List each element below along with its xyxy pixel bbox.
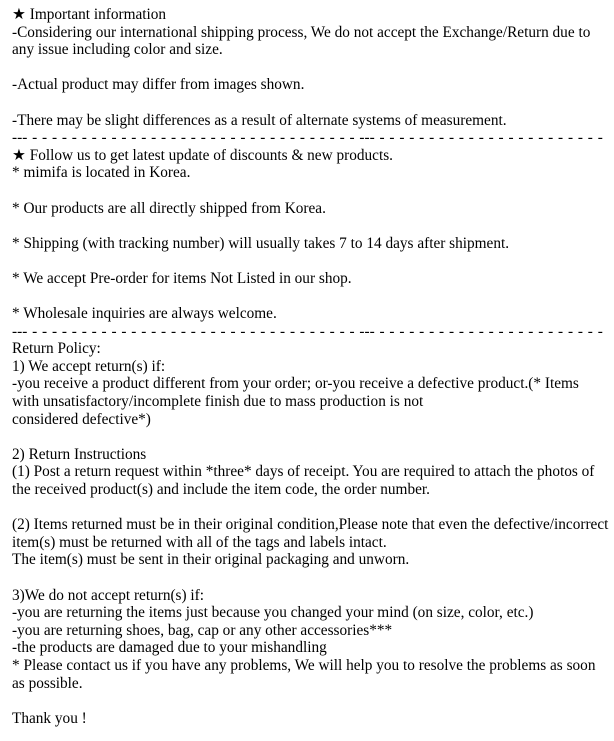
- dashed-divider: --- - - - - - - - - - - - - - - - - - - - - - - - - - - - - - - - - - --- - - - - - - - - - - - - - - - - - - - - - - -: [12, 129, 603, 147]
- text-line: * mimifa is located in Korea.: [12, 164, 191, 182]
- text-line: the received product(s) and include the item code, the order number.: [12, 481, 430, 499]
- text-line: 1) We accept return(s) if:: [12, 357, 166, 375]
- text-line: The item(s) must be sent in their original packaging and unworn.: [12, 551, 410, 569]
- text-line: as possible.: [12, 674, 83, 692]
- text-line: -you receive a product different from your order; or-you receive a defective product.(* Items: [12, 375, 579, 393]
- follow-us-heading-label: Follow us to get latest update of discounts & new products.: [29, 146, 393, 164]
- text-line: considered defective*): [12, 410, 151, 428]
- blank-line: [12, 94, 614, 112]
- section-important-information: [12, 6, 614, 129]
- section-return-policy: [12, 340, 614, 727]
- text-line: * Please contact us if you have any problems, We will help you to resolve the problems as soon: [12, 656, 596, 674]
- text-line: item(s) must be returned with all of the tags and labels intact.: [12, 533, 387, 551]
- text-line: -you are returning shoes, bag, cap or any other accessories***: [12, 621, 393, 639]
- text-line: * Our products are all directly shipped from Korea.: [12, 199, 326, 217]
- blank-line: [12, 692, 614, 710]
- follow-us-heading: [12, 147, 614, 165]
- section-shop-info: [12, 147, 614, 323]
- blank-line: [12, 569, 614, 587]
- text-line: with unsatisfactory/incomplete finish due to mass production is not: [12, 393, 424, 411]
- star-icon: ★: [12, 6, 26, 23]
- text-line: -Actual product may differ from images shown.: [12, 76, 305, 94]
- blank-line: [12, 182, 614, 200]
- text-line: -There may be slight differences as a result of alternate systems of measurement.: [12, 111, 507, 129]
- blank-line: [12, 252, 614, 270]
- blank-line: [12, 217, 614, 235]
- blank-line: [12, 499, 614, 517]
- text-line: (1) Post a return request within *three* days of receipt. You are required to attach the photos of: [12, 463, 595, 481]
- blank-line: [12, 288, 614, 306]
- text-line: any issue including color and size.: [12, 41, 223, 59]
- important-information-heading: [12, 6, 614, 24]
- star-icon: ★: [12, 146, 26, 164]
- return-policy-heading: Return Policy:: [12, 340, 101, 358]
- blank-line: [12, 428, 614, 446]
- text-line: (2) Items returned must be in their original condition,Please note that even the defective/incorrect: [12, 516, 609, 534]
- return-instructions-heading: 2) Return Instructions: [12, 445, 147, 463]
- text-line: -you are returning the items just because you changed your mind (on size, color, etc.): [12, 604, 534, 622]
- no-returns-heading: 3)We do not accept return(s) if:: [12, 586, 205, 604]
- blank-line: [12, 59, 614, 77]
- text-line: * We accept Pre-order for items Not Listed in our shop.: [12, 269, 352, 287]
- text-line: * Shipping (with tracking number) will usually takes 7 to 14 days after shipment.: [12, 234, 510, 252]
- important-information-heading-label: Important information: [29, 6, 167, 23]
- dashed-divider: --- - - - - - - - - - - - - - - - - - - - - - - - - - - - - - - - - - --- - - - - - - - - - - - - - - - - - - - - - - -: [12, 322, 603, 340]
- text-line: * Wholesale inquiries are always welcome.: [12, 305, 277, 323]
- text-line: -Considering our international shipping process, We do not accept the Exchange/Return due to: [12, 23, 591, 41]
- thank-you-line: Thank you !: [12, 709, 87, 727]
- text-line: -the products are damaged due to your mishandling: [12, 639, 327, 657]
